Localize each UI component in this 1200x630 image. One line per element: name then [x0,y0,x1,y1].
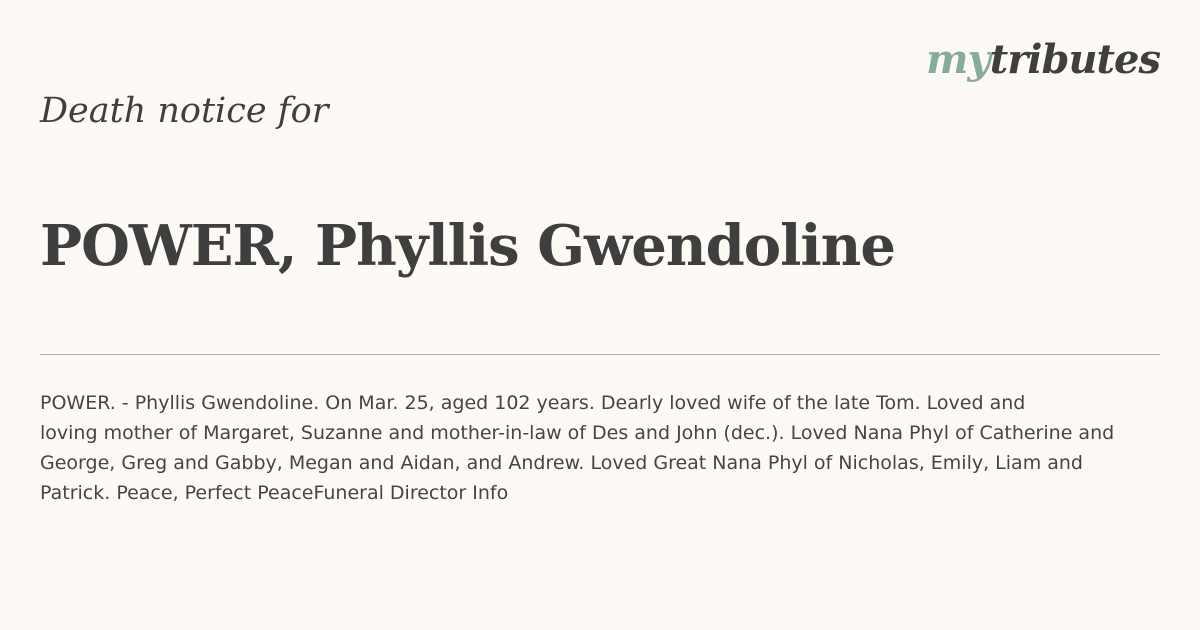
logo-tributes-text: tributes [989,36,1160,83]
mytributes-logo[interactable] [926,36,1160,84]
notice-text [40,388,1180,508]
notice-line: loving mother of Margaret, Suzanne and mother-in-law of Des and John (dec.). Loved Nana Phyl of Catherine and [40,422,1115,444]
deceased-name: POWER, Phyllis Gwendoline [40,213,895,279]
notice-line: POWER. - Phyllis Gwendoline. On Mar. 25, aged 102 years. Dearly loved wife of the late Tom. Loved and [40,392,1026,414]
logo-my-text: my [926,36,990,83]
notice-line: George, Greg and Gabby, Megan and Aidan, and Andrew. Loved Great Nana Phyl of Nicholas, Emily, Liam and [40,452,1083,474]
death-notice-eyebrow: Death notice for [40,91,329,131]
notice-line: Patrick. Peace, Perfect PeaceFuneral Director Info [40,482,509,504]
divider [40,354,1160,355]
